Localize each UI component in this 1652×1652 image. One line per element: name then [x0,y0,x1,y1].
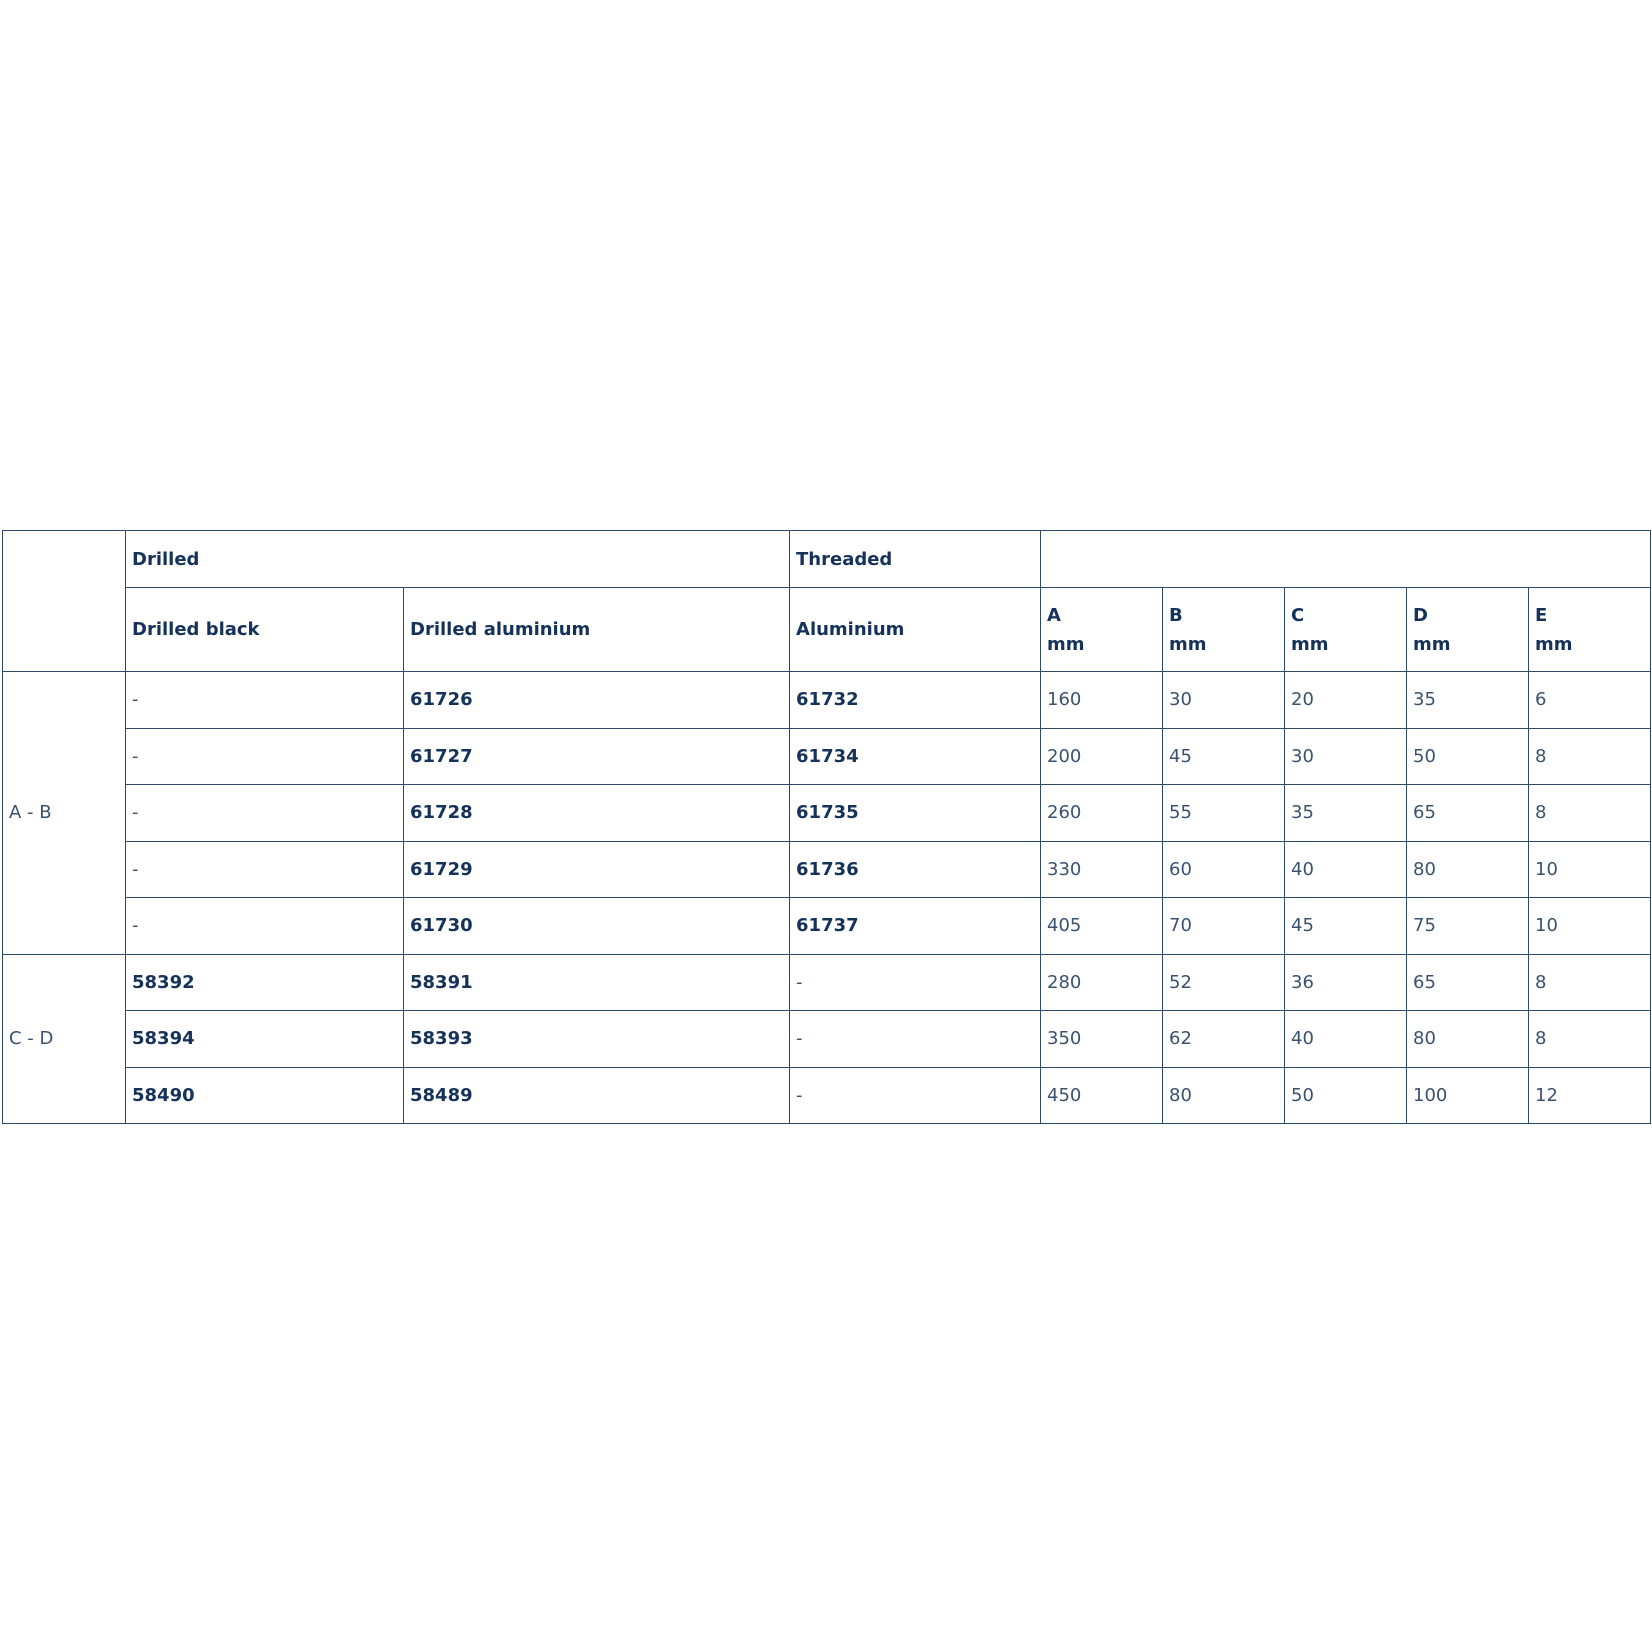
cell-dim-e: 8 [1529,785,1651,842]
cell-dim-e: 8 [1529,728,1651,785]
cell-dim-b: 62 [1163,1011,1285,1068]
header-dimensions-blank [1041,531,1651,588]
header-dim-b [1163,588,1285,672]
cell-drilled-black: 58394 [126,1011,404,1068]
cell-drilled-black: - [126,841,404,898]
cell-aluminium: 61734 [790,728,1041,785]
dim-letter: D [1413,604,1428,626]
sub-header-row [3,588,1651,672]
cell-dim-e: 8 [1529,954,1651,1011]
dim-unit: mm [1535,633,1573,655]
cell-aluminium: - [790,1067,1041,1124]
group-label: C - D [3,954,126,1124]
table-row [3,898,1651,955]
cell-dim-d: 50 [1407,728,1529,785]
cell-aluminium: - [790,1011,1041,1068]
cell-drilled-black: - [126,672,404,729]
cell-dim-b: 55 [1163,785,1285,842]
cell-dim-b: 52 [1163,954,1285,1011]
dim-letter: E [1535,604,1548,626]
header-dim-a [1041,588,1163,672]
table-row [3,1011,1651,1068]
cell-dim-d: 65 [1407,954,1529,1011]
cell-dim-d: 80 [1407,1011,1529,1068]
cell-dim-c: 40 [1285,841,1407,898]
cell-dim-c: 50 [1285,1067,1407,1124]
cell-drilled-aluminium: 61730 [404,898,790,955]
group-label: A - B [3,672,126,955]
table-row [3,672,1651,729]
table-row [3,954,1651,1011]
cell-drilled-aluminium: 58489 [404,1067,790,1124]
cell-drilled-black: - [126,728,404,785]
cell-dim-a: 260 [1041,785,1163,842]
cell-dim-e: 10 [1529,841,1651,898]
cell-dim-d: 75 [1407,898,1529,955]
dim-unit: mm [1169,633,1207,655]
cell-dim-e: 8 [1529,1011,1651,1068]
header-aluminium: Aluminium [790,588,1041,672]
cell-drilled-black: - [126,898,404,955]
cell-drilled-black: 58490 [126,1067,404,1124]
cell-aluminium: 61736 [790,841,1041,898]
cell-dim-e: 6 [1529,672,1651,729]
cell-dim-c: 20 [1285,672,1407,729]
cell-dim-e: 10 [1529,898,1651,955]
cell-dim-c: 45 [1285,898,1407,955]
cell-dim-d: 35 [1407,672,1529,729]
cell-drilled-black: 58392 [126,954,404,1011]
dim-unit: mm [1413,633,1451,655]
cell-dim-a: 350 [1041,1011,1163,1068]
cell-dim-a: 405 [1041,898,1163,955]
cell-dim-c: 35 [1285,785,1407,842]
header-drilled-black: Drilled black [126,588,404,672]
cell-dim-d: 65 [1407,785,1529,842]
cell-dim-c: 40 [1285,1011,1407,1068]
header-threaded: Threaded [790,531,1041,588]
header-dim-c [1285,588,1407,672]
header-dim-e [1529,588,1651,672]
dim-unit: mm [1291,633,1329,655]
header-drilled: Drilled [126,531,790,588]
group-header-row [3,531,1651,588]
cell-dim-b: 45 [1163,728,1285,785]
dim-letter: B [1169,604,1183,626]
cell-dim-a: 280 [1041,954,1163,1011]
corner-cell [3,531,126,672]
cell-drilled-black: - [126,785,404,842]
cell-dim-c: 36 [1285,954,1407,1011]
cell-drilled-aluminium: 61727 [404,728,790,785]
dim-letter: A [1047,604,1061,626]
cell-dim-a: 200 [1041,728,1163,785]
cell-drilled-aluminium: 61729 [404,841,790,898]
cell-aluminium: 61735 [790,785,1041,842]
cell-drilled-aluminium: 58391 [404,954,790,1011]
cell-drilled-aluminium: 61728 [404,785,790,842]
cell-dim-c: 30 [1285,728,1407,785]
cell-dim-b: 70 [1163,898,1285,955]
cell-drilled-aluminium: 61726 [404,672,790,729]
cell-aluminium: 61737 [790,898,1041,955]
cell-drilled-aluminium: 58393 [404,1011,790,1068]
header-drilled-aluminium: Drilled aluminium [404,588,790,672]
cell-dim-d: 100 [1407,1067,1529,1124]
cell-dim-b: 60 [1163,841,1285,898]
dim-unit: mm [1047,633,1085,655]
cell-dim-d: 80 [1407,841,1529,898]
header-dim-d [1407,588,1529,672]
cell-aluminium: 61732 [790,672,1041,729]
dim-letter: C [1291,604,1305,626]
cell-dim-e: 12 [1529,1067,1651,1124]
table-row [3,1067,1651,1124]
table-row [3,728,1651,785]
cell-dim-b: 30 [1163,672,1285,729]
cell-dim-b: 80 [1163,1067,1285,1124]
cell-dim-a: 450 [1041,1067,1163,1124]
table-row [3,841,1651,898]
table-row [3,785,1651,842]
cell-dim-a: 330 [1041,841,1163,898]
cell-dim-a: 160 [1041,672,1163,729]
cell-aluminium: - [790,954,1041,1011]
spec-table [2,530,1651,1124]
